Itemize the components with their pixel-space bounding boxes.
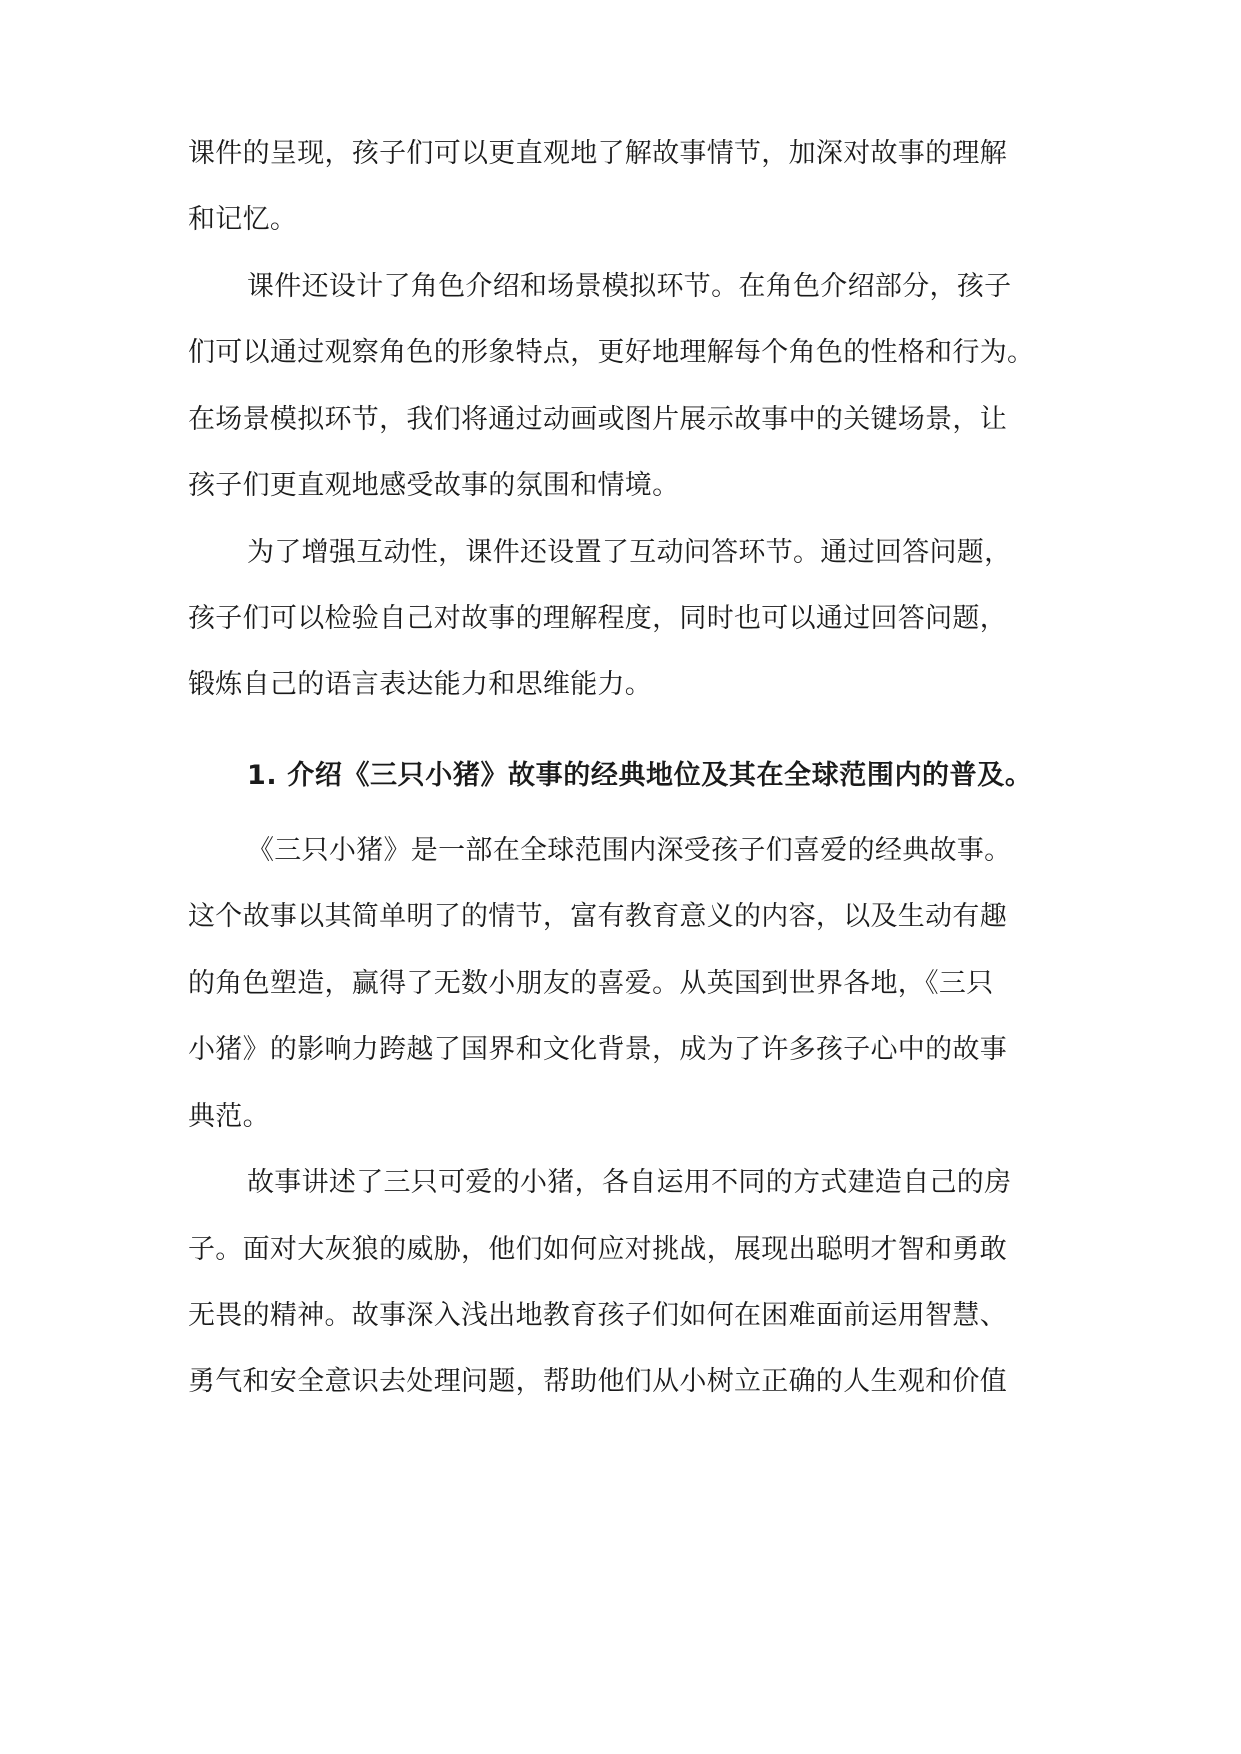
section-heading: 1. 介绍《三只小猪》故事的经典地位及其在全球范围内的普及。 bbox=[247, 760, 1033, 791]
paragraph-line: 无畏的精神。故事深入浅出地教育孩子们如何在困难面前运用智慧、 bbox=[188, 1300, 1007, 1331]
paragraph-line: 孩子们可以检验自己对故事的理解程度，同时也可以通过回答问题， bbox=[188, 603, 1007, 634]
paragraph-line: 课件还设计了角色介绍和场景模拟环节。在角色介绍部分，孩子 bbox=[247, 271, 1012, 302]
paragraph-line: 和记忆。 bbox=[188, 204, 298, 235]
paragraph-line: 子。面对大灰狼的威胁，他们如何应对挑战，展现出聪明才智和勇敢 bbox=[188, 1234, 1007, 1265]
paragraph-line: 勇气和安全意识去处理问题，帮助他们从小树立正确的人生观和价值 bbox=[188, 1366, 1007, 1397]
paragraph-line: 为了增强互动性，课件还设置了互动问答环节。通过回答问题， bbox=[247, 537, 1012, 568]
paragraph-line: 《三只小猪》是一部在全球范围内深受孩子们喜爱的经典故事。 bbox=[247, 835, 1012, 866]
paragraph-line: 这个故事以其简单明了的情节，富有教育意义的内容，以及生动有趣 bbox=[188, 901, 1007, 932]
paragraph-line: 课件的呈现，孩子们可以更直观地了解故事情节，加深对故事的理解 bbox=[188, 138, 1007, 169]
paragraph-line: 锻炼自己的语言表达能力和思维能力。 bbox=[188, 669, 653, 700]
paragraph-line: 们可以通过观察角色的形象特点，更好地理解每个角色的性格和行为。 bbox=[188, 337, 1035, 368]
paragraph-line: 典范。 bbox=[188, 1101, 270, 1132]
paragraph-line: 故事讲述了三只可爱的小猪，各自运用不同的方式建造自己的房 bbox=[247, 1167, 1012, 1198]
paragraph-line: 孩子们更直观地感受故事的氛围和情境。 bbox=[188, 470, 680, 501]
paragraph-line: 小猪》的影响力跨越了国界和文化背景，成为了许多孩子心中的故事 bbox=[188, 1034, 1007, 1065]
paragraph-line: 在场景模拟环节，我们将通过动画或图片展示故事中的关键场景，让 bbox=[188, 404, 1007, 435]
paragraph-line: 的角色塑造，赢得了无数小朋友的喜爱。从英国到世界各地，《三只 bbox=[188, 968, 994, 999]
